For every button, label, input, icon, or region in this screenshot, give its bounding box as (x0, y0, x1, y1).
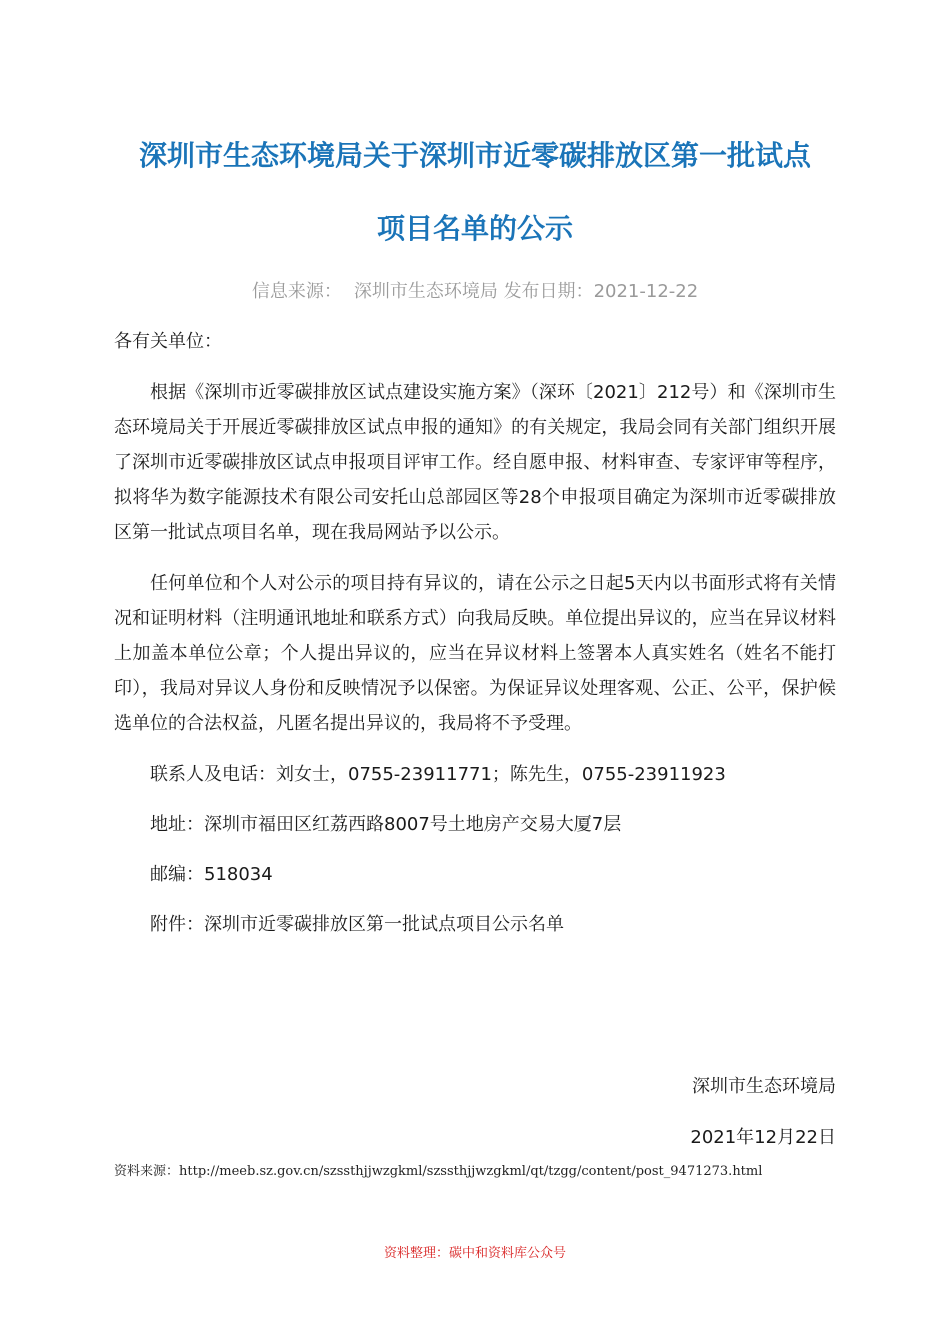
footer-credit: 资料整理：碳中和资料库公众号 (383, 1246, 566, 1261)
contact-line: 联系人及电话：刘女士，0755-23911771；陈先生，0755-23911923 (150, 764, 726, 785)
date-value: 2021-12-22 (593, 281, 699, 302)
attachment-line: 附件：深圳市近零碳排放区第一批试点项目公示名单 (150, 914, 564, 935)
date-label: 发布日期： (503, 281, 594, 302)
signature-date: 2021年12月22日 (690, 1127, 836, 1148)
postcode-line: 邮编：518034 (150, 864, 273, 885)
signature-org: 深圳市生态环境局 (692, 1076, 836, 1097)
notice-body (114, 324, 836, 957)
source-label: 信息来源： (251, 281, 342, 302)
page-title-line-1: 深圳市生态环境局关于深圳市近零碳排放区第一批试点 (138, 139, 811, 172)
paragraph-objection: 任何单位和个人对公示的项目持有异议的，请在公示之日起5天内以书面形式将有关情况和证明材料（注明通讯地址和联系方式）向我局反映。单位提出异议的，应当在异议材料上加盖本单位公章；个人提出异议的，应当在异议材料上签署本人真实姓名（姓名不能打印），我局对异议人身份和反映情况予以保密。为保证异议处理客观、公正、公平，保护候选单位的合法权益，凡匿名提出异议的，我局将不予受理。 (114, 573, 836, 734)
salutation: 各有关单位： (114, 331, 222, 352)
publication-meta (0, 279, 950, 305)
source-value: 深圳市生态环境局 (353, 281, 498, 302)
page-title-line-2: 项目名单的公示 (376, 212, 573, 245)
paragraph-basis: 根据《深圳市近零碳排放区试点建设实施方案》（深环〔2021〕212号）和《深圳市生态环境局关于开展近零碳排放区试点申报的通知》的有关规定，我局会同有关部门组织开展了深圳市近零碳排放区试点申报项目评审工作。经自愿申报、材料审查、专家评审等程序，拟将华为数字能源技术有限公司安托山总部园区等28个申报项目确定为深圳市近零碳排放区第一批试点项目名单，现在我局网站予以公示。 (114, 382, 836, 543)
source-note: 资料来源：http://meeb.sz.gov.cn/szssthjjwzgkml/szssthjjwzgkml/qt/tzgg/content/post_9471273.html (114, 1164, 763, 1179)
address-line: 地址：深圳市福田区红荔西路8007号土地房产交易大厦7层 (150, 814, 622, 835)
